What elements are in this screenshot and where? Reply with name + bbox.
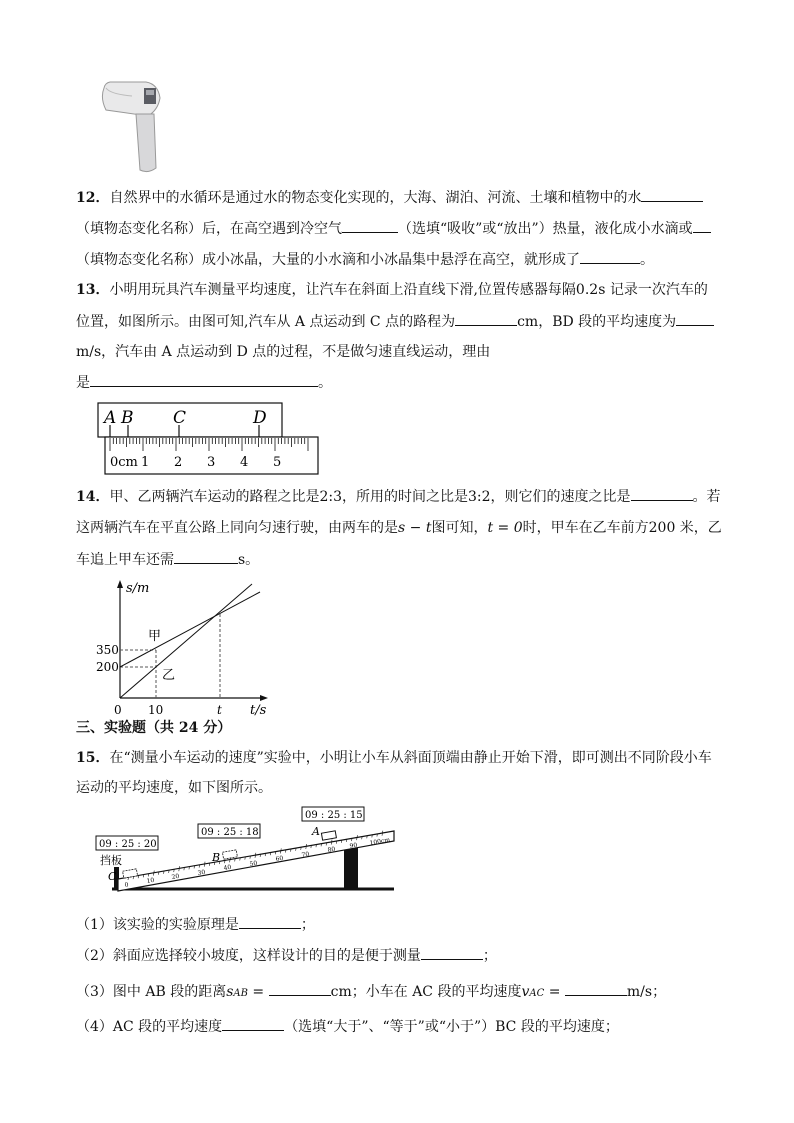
q14-text-line2a: 这两辆汽车在平直公路上同向匀速行驶，由两车的是 [76, 520, 398, 536]
tick-200: 200 [96, 660, 119, 674]
q12-blank-2[interactable] [342, 218, 398, 233]
q12-blank-3[interactable] [693, 218, 711, 233]
ruler-point-a: A [104, 408, 117, 428]
ruler-tick-2: 2 [174, 455, 183, 470]
q15-s1-text: （1）该实验的实验原理是 [76, 917, 239, 933]
q15-s3-var1-sub: AB [233, 988, 248, 999]
scale-0: 0 [124, 881, 130, 889]
q15-number: 15． [76, 750, 110, 766]
thermometer-gun-image [96, 80, 168, 175]
q14-blank-2[interactable] [174, 549, 238, 564]
q15-text-line2: 运动的平均速度，如下图所示。 [76, 780, 272, 796]
q15-blank-4[interactable] [565, 981, 627, 996]
q13-text-line3: m/s，汽车由 A 点运动到 D 点的过程，不是做匀速直线运动，理由 [76, 344, 491, 360]
ruler-tick-4: 4 [240, 455, 249, 470]
q14-number: 14． [76, 489, 110, 505]
q15-blank-3[interactable] [269, 981, 331, 996]
ruler-figure [96, 402, 322, 476]
q15-s3-eq2: = [544, 984, 565, 1000]
scale-90: 90 [349, 841, 358, 850]
tick-t: t [217, 703, 222, 717]
q14-text-line1b: 。若 [692, 489, 721, 505]
scale-80: 80 [327, 845, 336, 854]
point-b: B [212, 851, 221, 864]
q13-text-line4b: 。 [318, 375, 332, 391]
q12-text-line2a: （填物态变化名称）后，在高空遇到冷空气 [76, 221, 342, 237]
cart-at-b [222, 850, 237, 859]
q15-s4-text-b: （选填“大于”、“等于”或“小于”）BC 段的平均速度； [284, 1019, 619, 1035]
ruler-tick-3: 3 [207, 455, 216, 470]
label-yi: 乙 [162, 668, 176, 683]
timer-b: 09 : 25 : 18 [201, 827, 259, 838]
q13-text-line2a: 位置，如图所示。由图可知,汽车从 A 点运动到 C 点的路程为 [76, 314, 456, 330]
tick-350: 350 [96, 643, 119, 657]
q15-s2-end: ； [482, 948, 497, 964]
scale-40: 40 [223, 863, 232, 872]
incline-figure [92, 805, 398, 895]
label-jia: 甲 [148, 629, 162, 644]
ruler-tick-1: 1 [141, 455, 150, 470]
q15-s2-text: （2）斜面应选择较小坡度，这样设计的目的是便于测量 [76, 948, 421, 964]
q15-text-line1: 在“测量小车运动的速度”实验中，小明让小车从斜面顶端由静止开始下滑，即可测出不同阶段小车 [109, 750, 712, 766]
q15-blank-2[interactable] [421, 945, 483, 960]
timer-c: 09 : 25 : 20 [99, 839, 157, 850]
q15-s3-eq1: = [247, 984, 269, 1000]
q13-blank-2[interactable] [676, 311, 714, 326]
q15-s1-end: ； [300, 917, 315, 933]
q12-text-line1: 自然界中的水循环是通过水的物态变化实现的，大海、湖泊、河流、土壤和植物中的水 [109, 190, 642, 206]
q13-text-line4a: 是 [76, 375, 90, 391]
q15-blank-1[interactable] [239, 914, 301, 929]
q12-number: 12． [76, 190, 110, 206]
q15-s3-var1: s [226, 984, 234, 1000]
ruler-point-d: D [253, 408, 267, 428]
ruler-tick-0: 0cm [110, 455, 138, 470]
scale-10: 10 [146, 876, 155, 885]
q14-text-line2b: 图可知， [431, 520, 488, 536]
section-title: 三、实验题（共 24 分） [76, 720, 232, 736]
scale-30: 30 [197, 868, 206, 877]
q13-blank-1[interactable] [455, 311, 517, 326]
q14-math-st: s − t [398, 520, 432, 536]
q15-s3-text-a: （3）图中 AB 段的距离 [76, 984, 227, 1000]
ruler-point-c: C [173, 408, 187, 428]
point-a: A [312, 825, 320, 838]
q13-text-line2b: cm，BD 段的平均速度为 [517, 314, 677, 330]
q14-text-line3b: s。 [238, 552, 260, 568]
q13-blank-3[interactable] [90, 372, 318, 387]
q12-blank-4[interactable] [580, 249, 640, 264]
st-graph [92, 578, 272, 718]
q15-s3-var2: v [521, 984, 530, 1000]
q15-s3-text-b: cm；小车在 AC 段的平均速度 [330, 984, 522, 1000]
q15-s3-var2-sub: AC [529, 988, 545, 999]
q13-text-line1: 小明用玩具汽车测量平均速度，让汽车在斜面上沿直线下滑,位置传感器每隔0.2s 记录一次汽车的 [109, 282, 708, 298]
q15-s3-text-c: m/s； [626, 984, 667, 1000]
q12-text-line3b: 。 [640, 252, 654, 268]
cart-at-a [321, 831, 336, 840]
timer-a: 09 : 25 : 15 [305, 810, 363, 821]
q14-text-line2c: 时，甲车在乙车前方200 米，乙 [522, 520, 722, 536]
scale-20: 20 [171, 872, 180, 881]
baffle-label: 挡板 [100, 854, 122, 867]
support-block [344, 845, 358, 889]
tick-10: 10 [148, 703, 164, 717]
y-axis-label: s/m [126, 581, 150, 596]
q14-text-line1a: 甲、乙两辆汽车运动的路程之比是2:3，所用的时间之比是3:2，则它们的速度之比是 [109, 489, 631, 505]
q12-blank-1[interactable] [641, 187, 703, 202]
scale-50: 50 [249, 859, 258, 868]
q12-text-line2b: （选填“吸收”或“放出”）热量，液化成小水滴或 [398, 221, 693, 237]
line-yi [120, 584, 252, 698]
q15-s4-text-a: （4）AC 段的平均速度 [76, 1019, 223, 1035]
q14-math-t0: t = 0 [487, 520, 523, 536]
ruler-point-b: B [121, 408, 134, 428]
scale-100: 100cm [369, 836, 391, 847]
q12-text-line3a: （填物态变化名称）成小冰晶，大量的小水滴和小冰晶集中悬浮在高空，就形成了 [76, 252, 580, 268]
tick-0: 0 [114, 703, 122, 717]
scale-70: 70 [301, 850, 310, 859]
q14-blank-1[interactable] [631, 486, 693, 501]
line-jia [120, 592, 260, 667]
q14-text-line3a: 车追上甲车还需 [76, 552, 174, 568]
q13-number: 13． [76, 282, 110, 298]
q15-blank-5[interactable] [222, 1016, 284, 1031]
point-c: C [108, 870, 117, 883]
ruler-tick-5: 5 [273, 455, 282, 470]
scale-60: 60 [275, 854, 284, 863]
x-axis-label: t/s [250, 703, 267, 718]
